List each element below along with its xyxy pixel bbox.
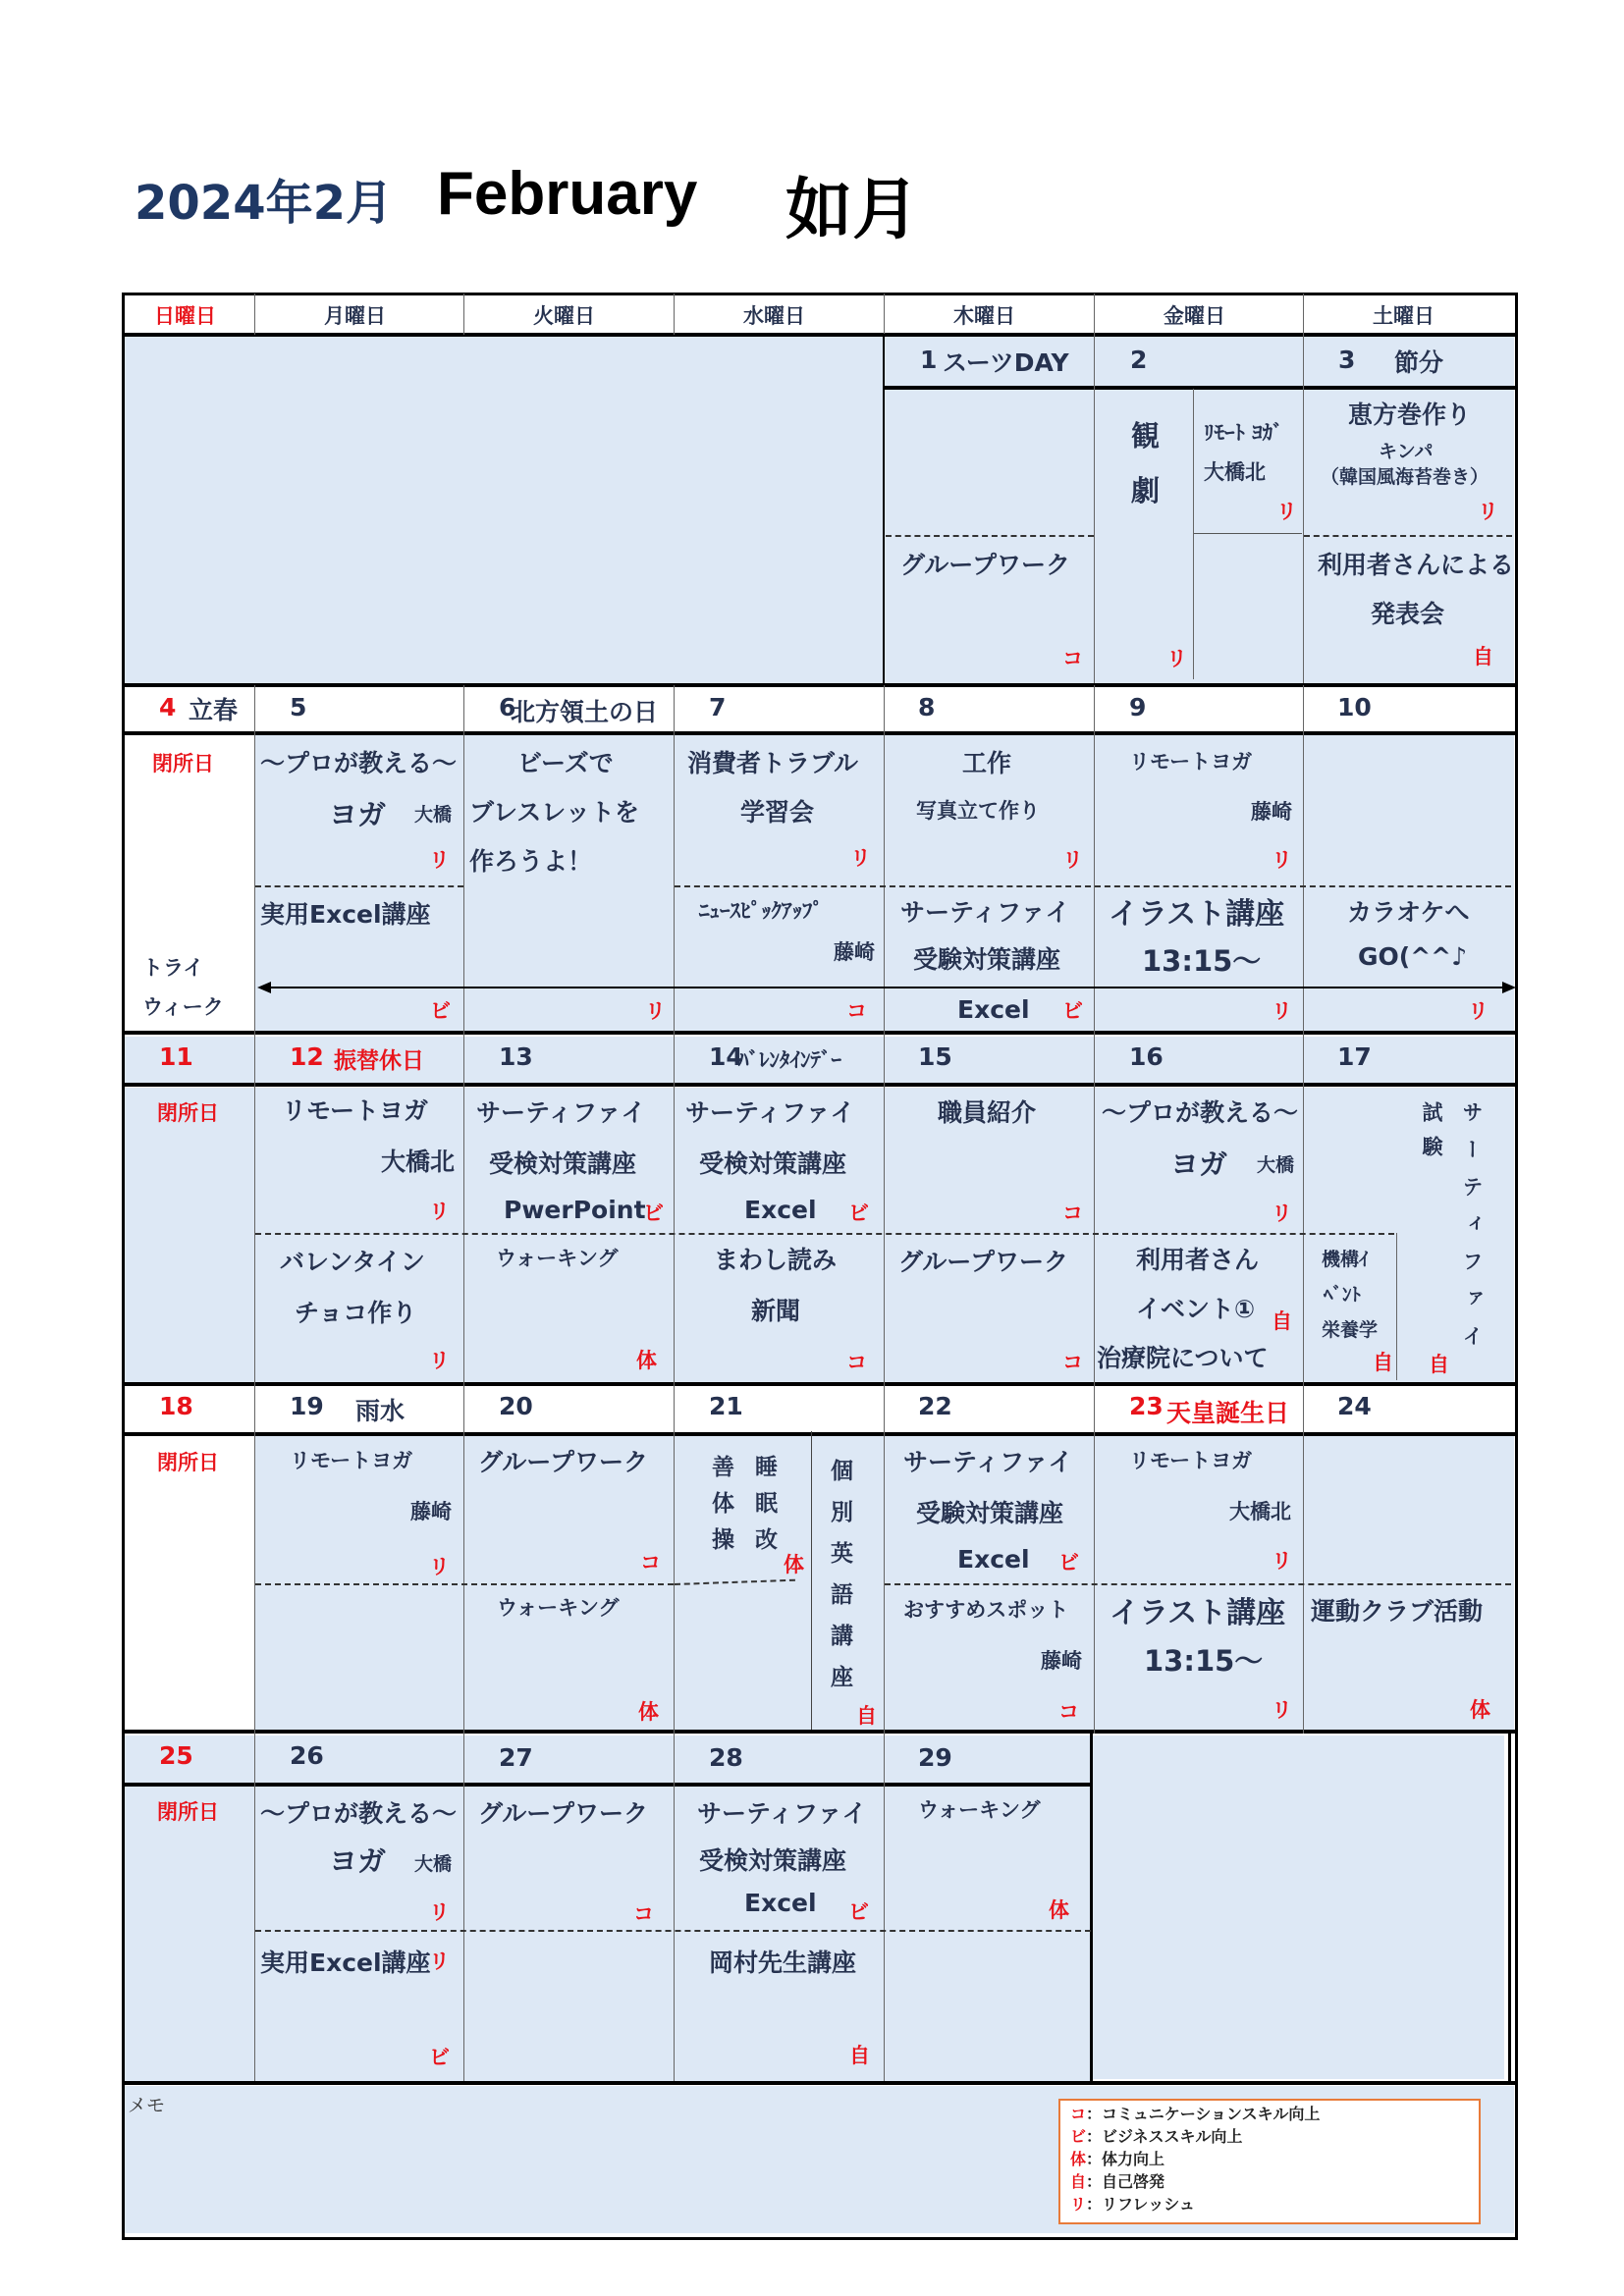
w3-fri-a2: ヨガ — [1170, 1148, 1228, 1181]
w5-mon-a-tag: リ — [429, 1900, 450, 1924]
w1-fri-tag2: リ — [1166, 647, 1187, 670]
date-9: 9 — [1129, 693, 1147, 721]
dash-w5 — [255, 1930, 1091, 1932]
date-13: 13 — [499, 1042, 533, 1071]
date-17: 17 — [1337, 1042, 1372, 1071]
title-month-en: February — [437, 160, 698, 228]
legend-row: 自：自己啓発 — [1070, 2172, 1165, 2191]
line-week1-end — [122, 683, 1518, 687]
date-8: 8 — [918, 693, 936, 721]
w3-mon-b-tag: リ — [429, 1349, 450, 1372]
vline-week5-empty-right — [1508, 1732, 1511, 2083]
line-week2-dates — [122, 731, 1518, 735]
w3-wed-a2: 受検対策講座 — [699, 1149, 847, 1178]
date-6: 6 — [499, 693, 516, 721]
w4-wed-tag2: 自 — [856, 1704, 877, 1728]
w5-wed-a2: 受検対策講座 — [699, 1846, 847, 1875]
w2-thu-b1: サーティファイ — [900, 898, 1070, 927]
w3-fri-a3: 大橋 — [1257, 1154, 1295, 1176]
w4-tue-a-tag: コ — [640, 1551, 661, 1575]
vline-col-wed — [674, 685, 675, 2081]
w5-thu-a1: ウォーキング — [918, 1798, 1041, 1822]
w1-sat-top1: 恵方巻作り — [1348, 400, 1472, 429]
w2-fri-b2: 13:15～ — [1142, 944, 1262, 978]
date-21: 21 — [709, 1392, 743, 1420]
legend-row: 体：体力向上 — [1070, 2150, 1165, 2168]
w2-sat-b1: カラオケへ — [1347, 898, 1470, 927]
w4-thu-a2: 受験対策講座 — [916, 1499, 1064, 1527]
w4-wed-col1: 善体操 — [708, 1455, 733, 1564]
w3-wed-a1: サーティファイ — [685, 1098, 855, 1127]
w2-thu-b-tag: ビ — [1062, 999, 1083, 1023]
weekday-sat: 土曜日 — [1373, 304, 1435, 328]
w2-thu-a1: 工作 — [962, 749, 1012, 777]
vline-col-tue — [463, 685, 464, 2081]
date-12: 12 — [290, 1042, 324, 1071]
w5-wed-b-tag: 自 — [849, 2044, 870, 2067]
w4-sat-b1: 運動クラブ活動 — [1311, 1597, 1484, 1626]
w3-tue-a2: 受検対策講座 — [489, 1149, 637, 1178]
w1-sat-bottom2: 発表会 — [1371, 600, 1445, 628]
vline-header-3 — [674, 294, 675, 335]
w2-try1: トライ — [142, 956, 204, 980]
w1-fri-kan: 観 — [1131, 419, 1161, 453]
w5-mon-a3: 大橋 — [414, 1853, 453, 1875]
date-22: 22 — [918, 1392, 952, 1420]
line-week3-end — [122, 1382, 1518, 1386]
w2-wed-a1: 消費者トラブル — [687, 749, 859, 777]
w3-mon-a-tag: リ — [429, 1200, 450, 1223]
w2-mon-a1: ～プロが教える～ — [260, 749, 458, 777]
dash-w2-right — [675, 885, 1511, 887]
w4-wed-col2: 睡眠改 — [751, 1455, 777, 1564]
w3-thu-a1: 職員紹介 — [938, 1098, 1037, 1127]
w2-fri-b1: イラスト講座 — [1109, 897, 1285, 932]
date-29: 29 — [918, 1743, 952, 1772]
w1-thu-tag: コ — [1062, 647, 1083, 670]
vline-week1-left — [883, 334, 885, 685]
dash-w4-left — [255, 1583, 674, 1585]
legend-row: リ：リフレッシュ — [1070, 2195, 1195, 2214]
w2-thu-b2: 受験対策講座 — [913, 945, 1061, 974]
w3-fri-a-tag: リ — [1272, 1201, 1292, 1225]
vline-header-5 — [1094, 294, 1095, 335]
w2-fri-a1: リモートヨガ — [1129, 750, 1253, 774]
w4-fri-b-tag: リ — [1272, 1698, 1292, 1722]
w4-closed: 閉所日 — [157, 1451, 219, 1474]
w4-fri-a-tag: リ — [1272, 1549, 1292, 1573]
date-15: 15 — [918, 1042, 952, 1071]
weekday-fri: 金曜日 — [1164, 304, 1225, 328]
title-year-month: 2024年2月 — [135, 176, 393, 231]
w2-fri-a-tag: リ — [1272, 848, 1292, 872]
date-25: 25 — [159, 1741, 193, 1770]
w2-fri-b-tag: リ — [1272, 999, 1292, 1023]
w4-sat-b-tag: 体 — [1470, 1698, 1490, 1722]
w2-closed: 閉所日 — [152, 752, 214, 775]
w2-mon-b-tag: ビ — [430, 999, 451, 1023]
vline-week5-empty-left — [1090, 1732, 1093, 2083]
w5-mon-b-tag1: リ — [429, 1949, 450, 1973]
vline-week1-fri-split — [1193, 389, 1194, 679]
w5-wed-a3: Excel — [744, 1889, 817, 1917]
w3-wed-a3: Excel — [744, 1196, 817, 1224]
w2-sat-b2: GO(^^♪ — [1358, 942, 1468, 971]
w4-fri-b2: 13:15～ — [1144, 1644, 1264, 1678]
w3-wed-b-tag: コ — [846, 1351, 867, 1374]
w4-tue-a1: グループワーク — [478, 1448, 649, 1476]
vline-week1-sat — [1303, 334, 1304, 683]
legend-row: ビ：ビジネススキル向上 — [1070, 2127, 1243, 2146]
w3-tue-b1: ウォーキング — [496, 1247, 619, 1270]
date-2: 2 — [1130, 346, 1148, 374]
w2-wed-b-tag: コ — [846, 999, 867, 1023]
w3-sat-b2: ﾍﾞﾝﾄ — [1324, 1284, 1362, 1306]
w1-sat-top2: キンパ — [1379, 441, 1434, 462]
w2-thu-a2: 写真立て作り — [916, 799, 1040, 823]
w4-fri-holiday: 天皇誕生日 — [1166, 1399, 1290, 1427]
date-10: 10 — [1337, 693, 1372, 721]
weekday-wed: 水曜日 — [743, 304, 805, 328]
dash-w1-thu — [886, 535, 1094, 537]
w2-mon-a3: 大橋 — [414, 804, 453, 826]
line-week4-end — [122, 1730, 1518, 1734]
try-week-arrow — [257, 976, 1516, 999]
w3-sat-b3: 栄養学 — [1322, 1319, 1379, 1341]
w3-wed-a-tag: ビ — [848, 1201, 869, 1225]
w2-wed-b2: 藤崎 — [834, 940, 875, 964]
line-week2-end — [122, 1031, 1518, 1035]
w3-wed-b2: 新聞 — [751, 1297, 801, 1325]
w3-tue-a1: サーティファイ — [476, 1098, 646, 1127]
w3-sat-b-tag1: 自 — [1373, 1351, 1393, 1374]
w5-wed-a1: サーティファイ — [697, 1799, 867, 1828]
w3-sat-b1: 機構ｲ — [1322, 1249, 1369, 1270]
w3-fri-b-tag: 自 — [1272, 1309, 1292, 1333]
weekday-sun: 日曜日 — [154, 304, 216, 328]
date-20: 20 — [499, 1392, 533, 1420]
w5-thu-a-tag: 体 — [1049, 1898, 1069, 1922]
w3-thu-b-tag: コ — [1062, 1351, 1083, 1374]
w3-mon-a1: リモートヨガ — [282, 1096, 429, 1125]
w5-tue-a-tag: コ — [633, 1902, 654, 1926]
date-3: 3 — [1338, 346, 1356, 374]
w2-tue-a2: ブレスレットを — [469, 798, 640, 827]
w2-tue-a1: ビーズで — [517, 749, 614, 777]
line-week3-dates — [122, 1083, 1518, 1087]
w4-thu-b1: おすすめスポット — [903, 1598, 1069, 1622]
w4-mon-a2: 藤崎 — [410, 1500, 452, 1523]
w3-closed: 閉所日 — [157, 1101, 219, 1125]
w3-mon-b1: バレンタイン — [280, 1248, 425, 1276]
w1-sat-tag2: 自 — [1473, 645, 1493, 668]
w3-wed-b1: まわし読み — [714, 1246, 838, 1274]
line-week4-dates — [122, 1432, 1518, 1436]
w5-wed-a-tag: ビ — [848, 1900, 869, 1924]
dash-w1-fri — [1194, 533, 1302, 534]
w3-tue-a3: PwerPoint — [504, 1196, 646, 1224]
date-1: 1 — [920, 346, 938, 374]
w1-sat-top3: （韓国風海苔巻き） — [1321, 466, 1489, 488]
w1-sat-label: 節分 — [1394, 348, 1444, 377]
weekday-thu: 木曜日 — [953, 304, 1015, 328]
w4-thu-b-tag: コ — [1058, 1700, 1079, 1724]
w1-sat-tag1: リ — [1478, 500, 1498, 523]
w2-fri-a2: 藤崎 — [1251, 800, 1292, 824]
date-11: 11 — [159, 1042, 193, 1071]
w2-wed-a-tag: リ — [850, 846, 871, 870]
w2-tue-holiday: 北方領土の日 — [511, 698, 659, 726]
vline-header-4 — [884, 294, 885, 335]
w4-wed-col3: 個別英語講座 — [827, 1459, 852, 1706]
w2-mon-a-tag: リ — [429, 848, 450, 872]
vline-week3-sat-split — [1396, 1233, 1397, 1380]
dash-w2-mon — [255, 885, 463, 887]
w5-mon-b1: 実用Excel講座 — [260, 1949, 431, 1977]
w1-thu-label: スーツDAY — [943, 348, 1069, 377]
date-28: 28 — [709, 1743, 743, 1772]
w5-mon-b-tag2: ビ — [429, 2046, 450, 2069]
w2-try2: ウィーク — [142, 995, 224, 1019]
w5-wed-b1: 岡村先生講座 — [709, 1949, 857, 1977]
date-4: 4 — [159, 693, 177, 721]
vline-week1-fri — [1094, 334, 1095, 683]
vline-week4-wed-split — [811, 1431, 812, 1730]
w4-thu-a1: サーティファイ — [903, 1448, 1073, 1476]
w1-fri-yoga: ﾘﾓｰﾄ ﾖｶﾞ — [1204, 421, 1283, 445]
w5-mon-a2: ヨガ — [329, 1844, 387, 1878]
w4-tue-b-tag: 体 — [638, 1700, 659, 1724]
w4-fri-b1: イラスト講座 — [1110, 1596, 1286, 1630]
w3-fri-b2: イベント① — [1136, 1295, 1256, 1323]
date-26: 26 — [290, 1741, 324, 1770]
w3-fri-a1: ～プロが教える～ — [1102, 1098, 1299, 1127]
w3-wed-label: ﾊﾞﾚﾝﾀｲﾝﾃﾞｰ — [738, 1048, 841, 1072]
w4-thu-a3: Excel — [957, 1545, 1030, 1574]
w3-mon-a2: 大橋北 — [381, 1148, 456, 1176]
vline-header-1 — [254, 294, 255, 335]
vline-col-sat — [1303, 685, 1304, 1734]
w4-thu-a-tag: ビ — [1058, 1551, 1079, 1575]
w3-mon-b2: チョコ作り — [295, 1299, 417, 1327]
w3-thu-b1: グループワーク — [898, 1248, 1069, 1276]
w4-mon-holiday: 雨水 — [355, 1397, 406, 1425]
vline-week1-outer — [122, 334, 125, 685]
memo-label: メモ — [128, 2095, 166, 2116]
w1-thu-bottom: グループワーク — [900, 551, 1071, 579]
w2-mon-a2: ヨガ — [329, 798, 387, 831]
dash-w4-right — [885, 1583, 1511, 1585]
w1-fri-tag1: リ — [1276, 500, 1297, 523]
date-19: 19 — [290, 1392, 324, 1420]
w4-mon-a1: リモートヨガ — [290, 1449, 413, 1472]
line-week1-dates — [885, 386, 1518, 390]
w3-mon-holiday: 振替休日 — [334, 1048, 424, 1074]
w3-fri-b1: 利用者さん — [1136, 1246, 1260, 1274]
w2-thu-a-tag: リ — [1062, 848, 1083, 872]
w2-tue-a3: 作ろうよ！ — [469, 847, 593, 876]
vline-header-6 — [1303, 294, 1304, 335]
w5-closed: 閉所日 — [157, 1800, 219, 1824]
weekday-mon: 月曜日 — [324, 304, 386, 328]
w2-sat-b-tag: リ — [1468, 999, 1489, 1023]
w1-fri-geki: 劇 — [1131, 474, 1161, 507]
w2-sun-holiday: 立春 — [189, 696, 239, 724]
date-5: 5 — [290, 693, 307, 721]
legend-row: コ：コミュニケーションスキル向上 — [1070, 2105, 1321, 2123]
date-23: 23 — [1129, 1392, 1164, 1420]
vline-header-2 — [463, 294, 464, 335]
date-16: 16 — [1129, 1042, 1164, 1071]
w2-mon-b1: 実用Excel講座 — [260, 900, 431, 929]
line-week5-end — [122, 2081, 1518, 2085]
w1-sat-bottom1: 利用者さんによる — [1318, 551, 1515, 579]
w2-thu-b3: Excel — [957, 995, 1030, 1024]
vline-col-mon — [254, 685, 255, 2081]
w4-thu-b2: 藤崎 — [1041, 1649, 1082, 1673]
title-month-jp: 如月 — [785, 172, 920, 249]
w5-mon-a1: ～プロが教える～ — [260, 1799, 458, 1828]
legend-box — [1058, 2099, 1481, 2224]
date-7: 7 — [709, 693, 727, 721]
date-24: 24 — [1337, 1392, 1372, 1420]
w3-thu-a-tag: コ — [1062, 1201, 1083, 1225]
w4-mon-a-tag: リ — [429, 1555, 450, 1578]
w3-sat-exam2: サーティファイ — [1460, 1101, 1484, 1362]
w4-wed-tag1: 体 — [784, 1553, 804, 1576]
w1-fri-yoga-place: 大橋北 — [1204, 460, 1266, 484]
date-14: 14 — [709, 1042, 743, 1071]
vline-col-thu — [884, 685, 885, 2081]
dash-w3 — [255, 1233, 1394, 1235]
w3-sat-exam1: 試験 — [1420, 1101, 1443, 1170]
w2-tue-tag: リ — [645, 999, 666, 1023]
w5-tue-a1: グループワーク — [478, 1799, 649, 1828]
w4-fri-a1: リモートヨガ — [1129, 1449, 1253, 1472]
w2-wed-b1: ﾆｭｰｽﾋﾟｯｸｱｯﾌﾟ — [699, 899, 823, 923]
w3-tue-a-tag: ビ — [643, 1201, 664, 1225]
dash-w1-sat — [1304, 535, 1512, 537]
w4-tue-b1: ウォーキング — [497, 1596, 620, 1620]
line-weekday-header — [122, 333, 1518, 337]
w2-wed-a2: 学習会 — [740, 798, 815, 827]
w3-fri-b3: 治療院について — [1097, 1344, 1269, 1372]
date-18: 18 — [159, 1392, 193, 1420]
vline-col-fri — [1094, 685, 1095, 1734]
date-27: 27 — [499, 1743, 533, 1772]
w3-sat-b-tag2: 自 — [1429, 1353, 1449, 1376]
line-week5-dates — [122, 1783, 1092, 1787]
w4-fri-a2: 大橋北 — [1229, 1500, 1291, 1523]
weekday-tue: 火曜日 — [533, 304, 595, 328]
w3-tue-b-tag: 体 — [636, 1349, 657, 1372]
